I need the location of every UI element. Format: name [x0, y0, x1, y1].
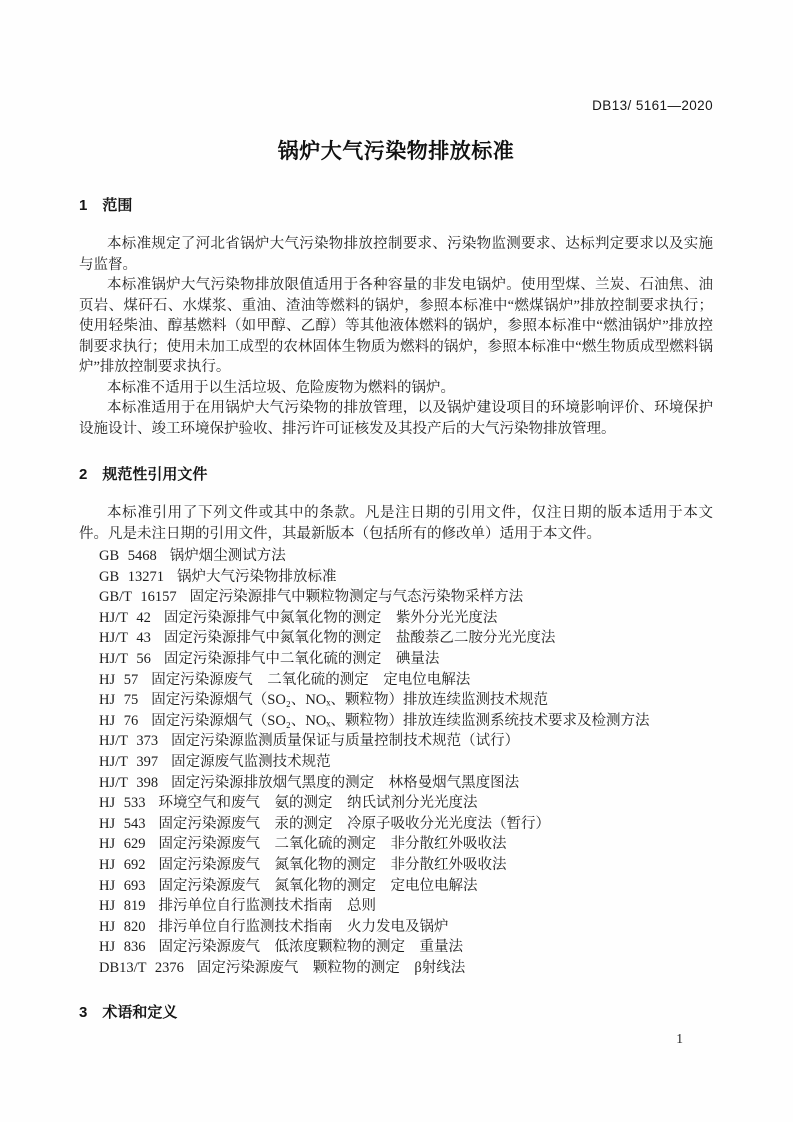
references-list — [79, 546, 713, 978]
reference-code: HJ/T 397 — [99, 753, 159, 770]
reference-title: 固定污染源排气中颗粒物测定与气态污染物采样方法 — [189, 589, 524, 606]
reference-code: GB 5468 — [99, 548, 157, 564]
reference-item — [79, 567, 713, 588]
reference-title: 排污单位自行监测技术指南 火力发电及锅炉 — [158, 918, 449, 935]
reference-item — [79, 628, 713, 649]
reference-title: 固定源废气监测技术规范 — [171, 753, 331, 770]
reference-item — [79, 793, 713, 814]
document-title: 锅炉大气污染物排放标准 — [277, 140, 515, 163]
reference-item — [79, 608, 713, 629]
reference-code: HJ 820 — [99, 918, 146, 935]
reference-title: 固定污染源废气 低浓度颗粒物的测定 重量法 — [158, 939, 463, 956]
reference-code: DB13/T 2376 — [99, 959, 184, 976]
reference-code: HJ 76 — [99, 712, 139, 729]
scope-paragraph-2: 本标准锅炉大气污染物排放限值适用于各种容量的非发电锅炉。使用型煤、兰炭、石油焦、油页岩、煤矸石、水煤浆、重油、渣油等燃料的锅炉，参照本标准中“燃煤锅炉”排放控制要求执行；使用轻柴油、醇基燃料（如甲醇、乙醇）等其他液体燃料的锅炉，参照本标准中“燃油锅炉”排放控制要求执行；使用未加工成型的农林固体生物质为燃料的锅炉，参照本标准中“燃生物质成型燃料锅炉”排放控制要求执行。 — [79, 277, 713, 375]
section-1-scope-heading: 1 范围 — [79, 197, 133, 214]
reference-code: HJ/T 373 — [99, 733, 159, 750]
reference-title: 固定污染源排气中氮氧化物的测定 盐酸萘乙二胺分光光度法 — [163, 630, 556, 647]
reference-item — [79, 587, 713, 608]
reference-item — [79, 711, 713, 732]
reference-code: HJ 543 — [99, 815, 146, 832]
section-3-terms-heading: 3 术语和定义 — [79, 1004, 178, 1022]
reference-item — [79, 834, 713, 855]
reference-title: 固定污染源排放烟气黑度的测定 林格曼烟气黑度图法 — [171, 774, 520, 791]
normative-references-intro-group — [79, 503, 713, 544]
reference-item — [79, 773, 713, 794]
page-number: 1 — [676, 1031, 683, 1047]
reference-code: HJ/T 43 — [99, 630, 151, 647]
reference-title: 固定污染源排气中二氧化硫的测定 碘量法 — [163, 650, 440, 667]
reference-title: 固定污染源废气 氮氧化物的测定 非分散红外吸收法 — [158, 856, 507, 873]
reference-title: 锅炉烟尘测试方法 — [169, 548, 286, 564]
scope-paragraph-1: 本标准规定了河北省锅炉大气污染物排放控制要求、污染物监测要求、达标判定要求以及实施与监督。 — [79, 236, 713, 273]
scope-paragraphs — [79, 234, 713, 439]
reference-title: 排污单位自行监测技术指南 总则 — [158, 898, 376, 915]
reference-code: HJ/T 56 — [99, 650, 151, 667]
reference-item — [79, 937, 713, 958]
reference-item — [79, 896, 713, 917]
scope-paragraph-4: 本标准适用于在用锅炉大气污染物的排放管理，以及锅炉建设项目的环境影响评价、环境保护设施设计、竣工环境保护验收、排污许可证核发及其投产后的大气污染物排放管理。 — [79, 400, 713, 437]
reference-item — [79, 546, 713, 567]
reference-title: 固定污染源排气中氮氧化物的测定 紫外分光光度法 — [163, 609, 498, 626]
reference-title: 固定污染源监测质量保证与质量控制技术规范（试行） — [171, 733, 520, 750]
reference-title: 固定污染源废气 二氧化硫的测定 非分散红外吸收法 — [158, 836, 507, 853]
reference-title: 固定污染源废气 汞的测定 冷原子吸收分光光度法（暂行） — [158, 815, 550, 832]
reference-title: 锅炉大气污染物排放标准 — [177, 568, 337, 585]
reference-code: GB/T 16157 — [99, 589, 177, 606]
normative-references-intro: 本标准引用了下列文件或其中的条款。凡是注日期的引用文件，仅注日期的版本适用于本文件。凡是未注日期的引用文件，其最新版本（包括所有的修改单）适用于本文件。 — [79, 505, 713, 542]
reference-item — [79, 752, 713, 773]
reference-title: 固定污染源烟气（SO₂、NOₓ、颗粒物）排放连续监测系统技术要求及检测方法 — [151, 712, 650, 729]
reference-code: HJ 693 — [99, 877, 146, 894]
reference-item — [79, 917, 713, 938]
reference-code: HJ 836 — [99, 939, 146, 956]
reference-title: 固定污染源废气 氮氧化物的测定 定电位电解法 — [158, 877, 478, 894]
reference-code: HJ 629 — [99, 836, 146, 853]
reference-item — [79, 649, 713, 670]
reference-code: HJ 692 — [99, 856, 146, 873]
scope-paragraph-3: 本标准不适用于以生活垃圾、危险废物为燃料的锅炉。 — [107, 379, 455, 396]
reference-item — [79, 731, 713, 752]
reference-code: GB 13271 — [99, 568, 165, 585]
reference-code: HJ 75 — [99, 692, 139, 709]
section-2-normative-references-heading: 2 规范性引用文件 — [79, 466, 208, 483]
standard-code: DB13/ 5161—2020 — [592, 98, 713, 113]
reference-title: 固定污染源废气 颗粒物的测定 β射线法 — [196, 959, 466, 976]
reference-item — [79, 855, 713, 876]
reference-code: HJ/T 42 — [99, 609, 151, 626]
reference-code: HJ 533 — [99, 795, 146, 812]
reference-code: HJ 57 — [99, 671, 139, 688]
reference-item — [79, 814, 713, 835]
reference-title: 固定污染源烟气（SO₂、NOₓ、颗粒物）排放连续监测技术规范 — [151, 692, 548, 709]
reference-item — [79, 958, 713, 979]
reference-code: HJ 819 — [99, 898, 146, 915]
reference-title: 固定污染源废气 二氧化硫的测定 定电位电解法 — [151, 671, 471, 688]
reference-code: HJ/T 398 — [99, 774, 159, 791]
reference-item — [79, 690, 713, 711]
reference-item — [79, 876, 713, 897]
reference-item — [79, 670, 713, 691]
reference-title: 环境空气和废气 氨的测定 纳氏试剂分光光度法 — [158, 795, 478, 812]
